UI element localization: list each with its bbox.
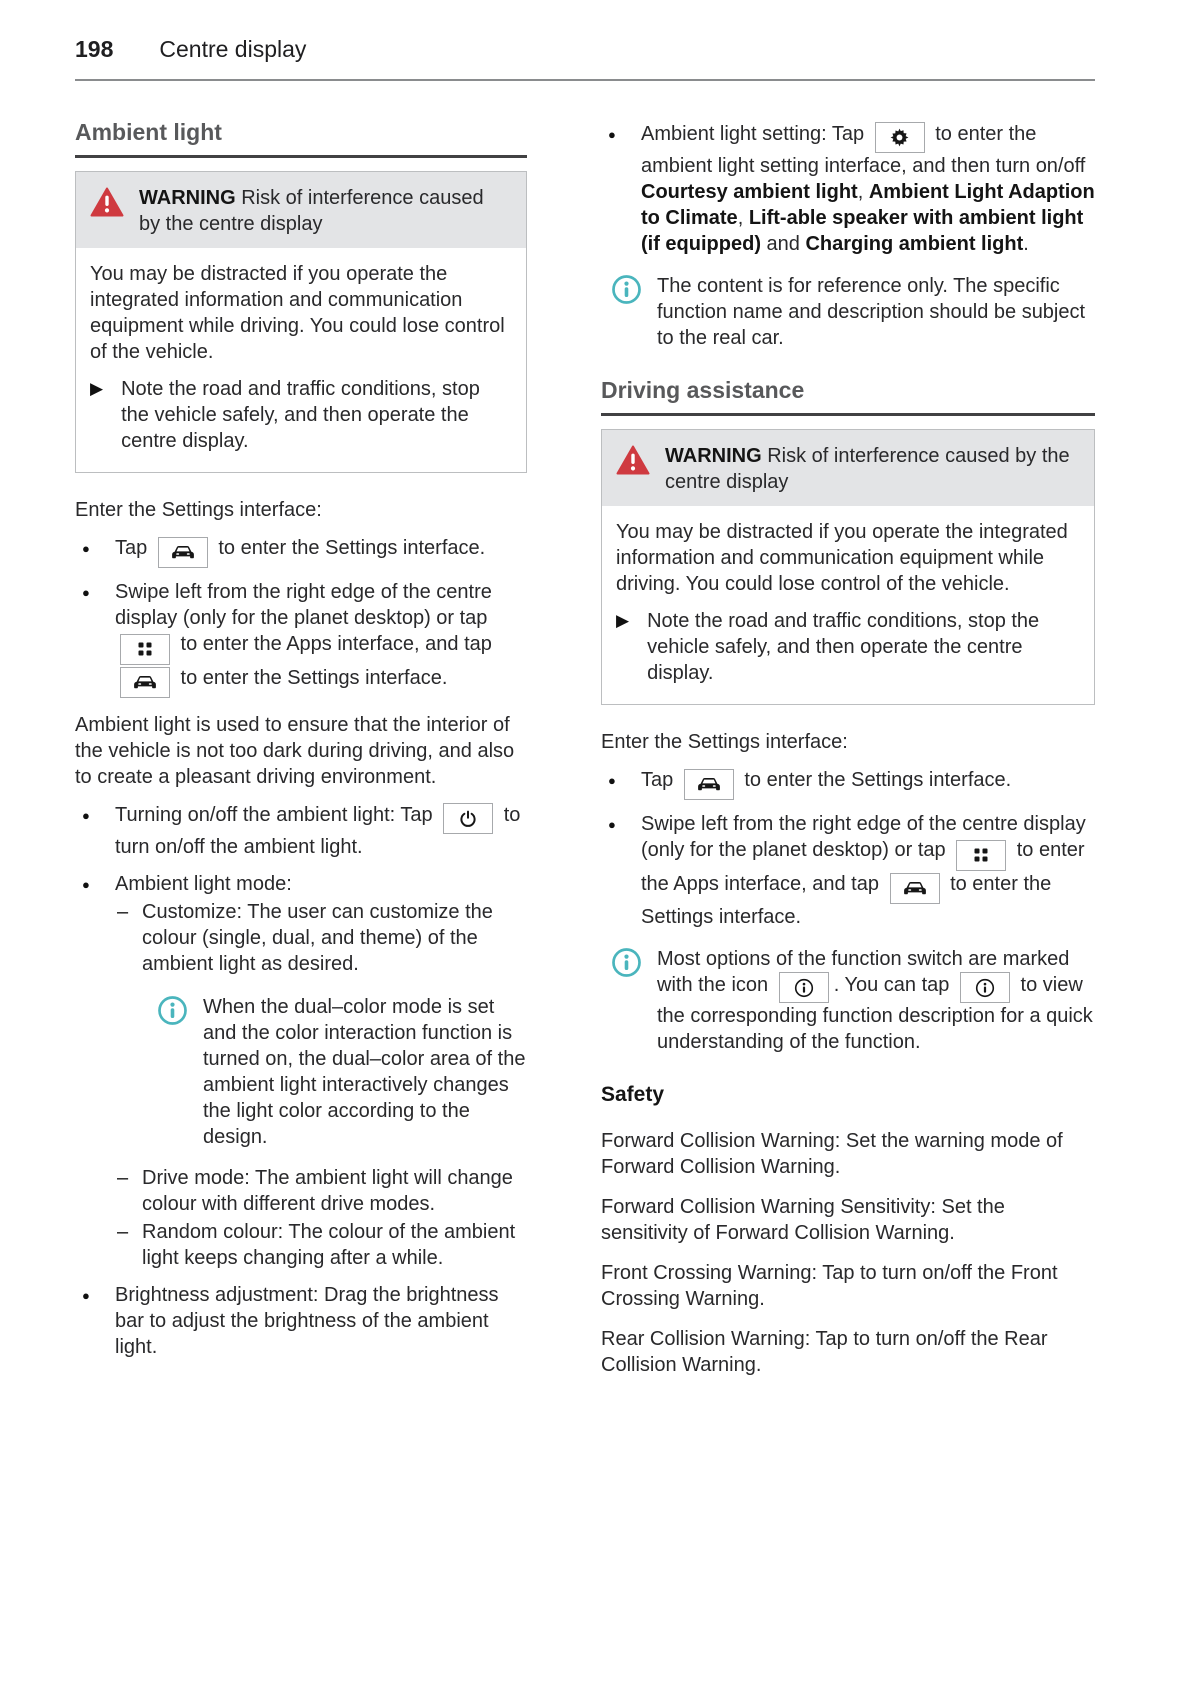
arrow-right-icon: ▶ — [90, 379, 104, 398]
warning-title: WARNING Risk of interference caused by the centre display — [665, 445, 1070, 493]
warning-action — [616, 608, 1078, 686]
ambient-setting-list — [601, 121, 1095, 257]
list-item: – Drive mode: The ambient light will change colour with different drive modes. — [115, 1165, 527, 1217]
enter-settings-label: Enter the Settings interface: — [75, 499, 322, 521]
list-item: ● Ambient light setting: Tap to enter the ambient light setting interface, and then turn on/off Courtesy ambient light, Ambient Light Adaption to Climate, Lift-able speaker with ambient light (if equipped) and Charging ambient light. — [601, 121, 1095, 257]
safety-item: Forward Collision Warning: Set the warning mode of Forward Collision Warning. — [601, 1130, 1063, 1178]
warning-header — [76, 172, 526, 248]
warning-label: WARNING — [665, 445, 762, 467]
bold-term: Ambient Light Adaption to Climate — [641, 181, 1095, 229]
note-text: When the dual–color mode is set and the color interaction function is turned on, the dual–color area of the ambient light interactively changes the light color according to the design. — [203, 996, 526, 1148]
settings-steps-list — [75, 535, 527, 698]
mode-sublist — [115, 1165, 527, 1271]
info-note-icon — [611, 274, 642, 351]
note-text: Most options of the function switch are marked with the icon . You can tap to view the corresponding function description for a quick understanding of the function. — [657, 947, 1093, 1053]
note-text: The content is for reference only. The specific function name and description should be subject to the real car. — [657, 275, 1086, 349]
warning-action-text: Note the road and traffic conditions, stop the vehicle safely, and then operate the centre display. — [647, 610, 1040, 684]
settings-steps-list — [601, 767, 1095, 930]
list-item — [75, 871, 527, 1271]
enter-settings-label: Enter the Settings interface: — [601, 731, 848, 753]
bold-term: Courtesy ambient light — [641, 181, 858, 203]
car-settings-icon — [158, 537, 208, 568]
safety-item: Front Crossing Warning: Tap to turn on/off the Front Crossing Warning. — [601, 1262, 1058, 1310]
chapter-title: Centre display — [159, 36, 307, 62]
warning-triangle-icon — [90, 187, 124, 237]
warning-action-text: Note the road and traffic conditions, stop the vehicle safely, and then operate the centre display. — [121, 378, 480, 452]
ambient-mode-label: Ambient light mode: — [115, 873, 292, 895]
info-note-icon — [611, 947, 642, 1056]
section-title-ambient-light: Ambient light — [75, 119, 527, 158]
arrow-right-icon: ▶ — [616, 611, 630, 630]
bold-term: Charging ambient light — [805, 233, 1024, 255]
apps-grid-icon — [956, 840, 1006, 871]
warning-body — [76, 248, 526, 472]
warning-body — [602, 506, 1094, 704]
list-item: – Random colour: The colour of the ambient light keeps changing after a while. — [115, 1219, 527, 1271]
warning-label: WARNING — [139, 187, 236, 209]
function-switch-note — [611, 946, 1095, 1056]
warning-box — [601, 429, 1095, 705]
warning-action — [90, 376, 510, 454]
two-column-layout — [75, 119, 1095, 1378]
list-item: ● Tap to enter the Settings interface. — [75, 535, 527, 568]
left-column — [75, 119, 527, 1360]
apps-grid-icon — [120, 634, 170, 665]
car-settings-icon — [684, 769, 734, 800]
list-item: ● Turning on/off the ambient light: Tap to turn on/off the ambient light. — [75, 802, 527, 861]
safety-item: Forward Collision Warning Sensitivity: Set the sensitivity of Forward Collision Warning. — [601, 1196, 1005, 1244]
right-column — [601, 119, 1095, 1378]
ambient-options-list — [75, 802, 527, 1361]
warning-body-text: You may be distracted if you operate the integrated information and communication equipment while driving. You could lose control of the vehicle. — [616, 521, 1068, 595]
info-icon — [779, 972, 829, 1003]
page-number: 198 — [75, 36, 114, 62]
warning-triangle-icon — [616, 445, 650, 495]
list-item: ● Swipe left from the right edge of the centre display (only for the planet desktop) or tap to enter the Apps interface, and tap to enter the Settings interface. — [601, 811, 1095, 930]
list-item: – Customize: The user can customize the colour (single, dual, and theme) of the ambient light as desired. — [115, 899, 527, 977]
safety-item: Rear Collision Warning: Tap to turn on/off the Rear Collision Warning. — [601, 1328, 1048, 1376]
safety-heading: Safety — [601, 1083, 665, 1106]
list-item: ● Brightness adjustment: Drag the brightness bar to adjust the brightness of the ambient light. — [75, 1282, 527, 1360]
list-item: ● Swipe left from the right edge of the centre display (only for the planet desktop) or tap to enter the Apps interface, and tap to enter the Settings interface. — [75, 579, 527, 698]
gear-icon — [875, 122, 925, 153]
dual-color-note — [157, 994, 527, 1150]
reference-note — [611, 273, 1095, 351]
page-header — [75, 36, 1095, 81]
mode-sublist — [115, 899, 527, 977]
list-item: ● Tap to enter the Settings interface. — [601, 767, 1095, 800]
power-icon — [443, 803, 493, 834]
warning-box — [75, 171, 527, 473]
info-icon — [960, 972, 1010, 1003]
info-note-icon — [157, 995, 188, 1150]
warning-title: WARNING Risk of interference caused by the centre display — [139, 187, 484, 235]
ambient-intro: Ambient light is used to ensure that the interior of the vehicle is not too dark during driving, and also to create a pleasant driving environment. — [75, 713, 515, 788]
section-title-driving-assistance: Driving assistance — [601, 377, 1095, 416]
car-settings-icon — [120, 667, 170, 698]
warning-body-text: You may be distracted if you operate the integrated information and communication equipment while driving. You could lose control of the vehicle. — [90, 263, 505, 363]
car-settings-icon — [890, 873, 940, 904]
bold-term: Lift-able speaker with ambient light (if equipped) — [641, 207, 1084, 255]
warning-header — [602, 430, 1094, 506]
